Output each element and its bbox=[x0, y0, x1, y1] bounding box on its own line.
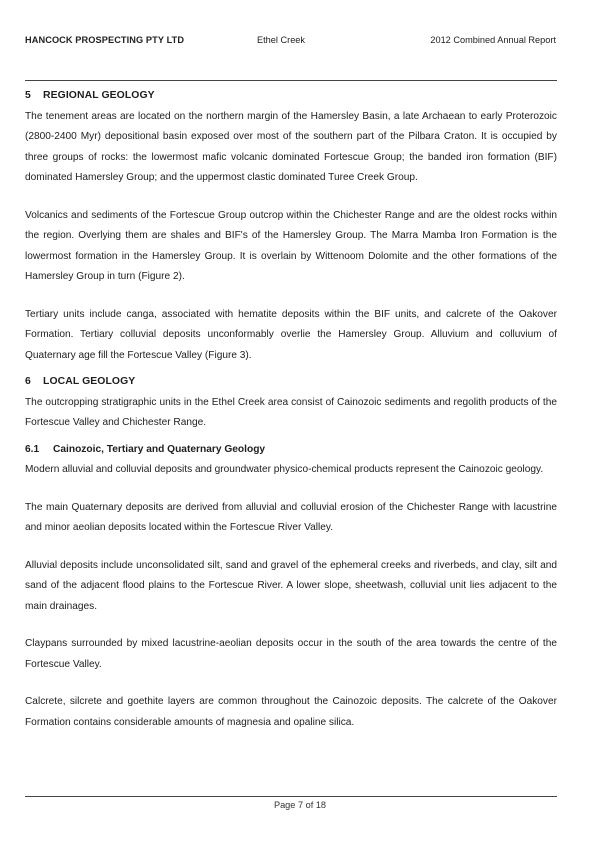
paragraph: The main Quaternary deposits are derived from alluvial and colluvial erosion of the Chichester Range with lacustrine and minor aeolian deposits located within the Fortescue River Valley. bbox=[25, 501, 557, 533]
header-report-title: 2012 Combined Annual Report bbox=[430, 35, 556, 45]
header-divider bbox=[25, 80, 557, 81]
paragraph: Modern alluvial and colluvial deposits and groundwater physico-chemical products represent the Cainozoic geology. bbox=[25, 464, 544, 475]
page-body bbox=[25, 86, 557, 733]
subsection-heading-cainozoic-geology bbox=[25, 440, 557, 461]
paragraph: Volcanics and sediments of the Fortescue Group outcrop within the Chichester Range and are the oldest rocks within the region. Overlying them are shales and BIF's of the Hamersley Group. The Marra Mamba Iron Formation is the lowermost formation in the Hamersley Group. It is overlain by Wittenoom Dolomite and the other formations of the Hamersley Group in turn (Figure 2). bbox=[25, 209, 557, 282]
section-number: 6 bbox=[25, 376, 31, 387]
section-heading-local-geology bbox=[25, 372, 557, 393]
header-project: Ethel Creek bbox=[257, 35, 306, 45]
page-footer bbox=[0, 800, 600, 810]
paragraph: Calcrete, silcrete and goethite layers are common throughout the Cainozoic deposits. The calcrete of the Oakover Formation contains considerable amounts of magnesia and opaline silica. bbox=[25, 696, 557, 728]
page-number: Page 7 of 18 bbox=[273, 800, 327, 810]
page-header bbox=[25, 35, 556, 49]
paragraph: The tenement areas are located on the northern margin of the Hamersley Basin, a late Archaean to early Proterozoic (2800-2400 Myr) depositional basin exposed over most of the southern part of the Pilbara Craton. It is occupied by three groups of rocks: the lowermost mafic volcanic dominated Fortescue Group; the banded iron formation (BIF) dominated Hamersley Group; and the uppermost clastic dominated Turee Creek Group. bbox=[25, 110, 557, 183]
paragraph: Alluvial deposits include unconsolidated silt, sand and gravel of the ephemeral creeks and riverbeds, and clay, silt and sand of the adjacent flood plains to the Fortescue River. A lower slope, sheetwash, colluvial unit lies adjacent to the main drainages. bbox=[25, 559, 557, 612]
section-number: 5 bbox=[25, 90, 31, 101]
subsection-number: 6.1 bbox=[25, 443, 40, 455]
paragraph: Claypans surrounded by mixed lacustrine-aeolian deposits occur in the south of the area towards the centre of the Fortescue Valley. bbox=[25, 638, 557, 670]
section-title: REGIONAL GEOLOGY bbox=[43, 90, 155, 101]
section-heading-regional-geology bbox=[25, 86, 557, 107]
paragraph: Tertiary units include canga, associated with hematite deposits within the BIF units, and calcrete of the Oakover Formation. Tertiary colluvial deposits unconformably overlie the Hamersley Group. Alluvium and colluvium of Quaternary age fill the Fortescue Valley (Figure 3). bbox=[25, 308, 557, 361]
footer-divider bbox=[25, 796, 557, 797]
subsection-title: Cainozoic, Tertiary and Quaternary Geology bbox=[53, 443, 266, 455]
paragraph: The outcropping stratigraphic units in the Ethel Creek area consist of Cainozoic sediments and regolith products of the Fortescue Valley and Chichester Range. bbox=[25, 396, 557, 428]
section-title: LOCAL GEOLOGY bbox=[43, 376, 136, 387]
header-company: HANCOCK PROSPECTING PTY LTD bbox=[25, 35, 185, 45]
